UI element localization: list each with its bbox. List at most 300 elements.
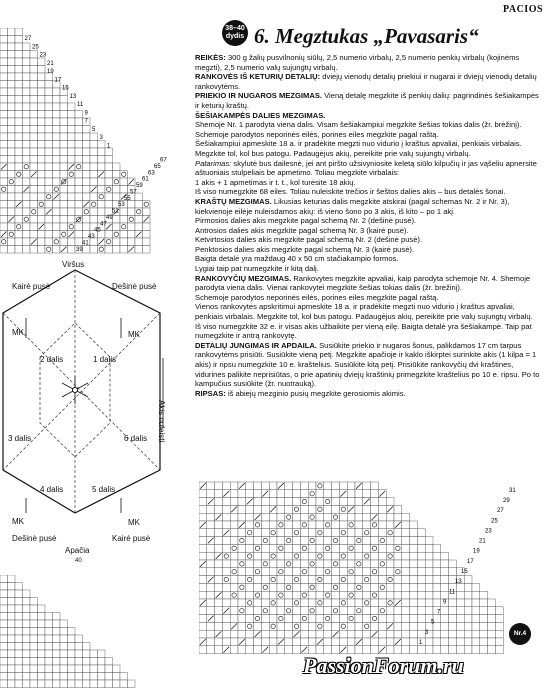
grid-cell (15, 613, 23, 621)
grid-cell (347, 482, 355, 490)
grid-cell (222, 560, 230, 568)
grid-cell (394, 622, 402, 630)
grid-cell (308, 490, 316, 498)
grid-cell (449, 638, 457, 646)
grid-cell (15, 680, 23, 688)
grid-cell (222, 544, 230, 552)
grid-cell (23, 680, 31, 688)
grid-cell (38, 665, 46, 673)
grid-cell (355, 622, 363, 630)
grid-cell (293, 490, 301, 498)
grid-cell (300, 505, 308, 513)
grid-cell (378, 529, 386, 537)
grid-cell (293, 498, 301, 506)
grid-cell (68, 650, 76, 658)
grid-cell (45, 628, 53, 636)
grid-cell (15, 658, 23, 666)
grid-cell (363, 490, 371, 498)
row-number: 27 (24, 36, 32, 42)
grid-cell (199, 537, 207, 545)
grid-cell (98, 673, 106, 681)
grid-cell (277, 490, 285, 498)
row-number: 1 (419, 640, 423, 646)
grid-cell (488, 646, 496, 654)
grid-cell (464, 630, 472, 638)
grid-cell (371, 599, 379, 607)
grid-cell (0, 650, 8, 658)
chart-1-grid (0, 28, 150, 253)
grid-cell (261, 630, 269, 638)
grid-cell (347, 544, 355, 552)
grid-cell (417, 607, 425, 615)
grid-cell (285, 568, 293, 576)
grid-cell (30, 613, 38, 621)
grid-cell (339, 607, 347, 615)
grid-cell (347, 576, 355, 584)
grid-cell (199, 552, 207, 560)
grid-cell (8, 680, 16, 688)
grid-cell (230, 537, 238, 545)
text-paragraph (195, 341, 540, 389)
grid-cell (246, 630, 254, 638)
grid-cell (410, 599, 418, 607)
grid-cell (15, 590, 23, 598)
chart-4-badge: Nr.4 (509, 623, 531, 645)
grid-cell (308, 607, 316, 615)
grid-cell (386, 638, 394, 646)
grid-cell (371, 544, 379, 552)
schema-part-6: 6 dalis (124, 434, 148, 443)
grid-cell (339, 622, 347, 630)
grid-cell (215, 568, 223, 576)
grid-cell (38, 643, 46, 651)
text-paragraph (195, 235, 540, 245)
text-paragraph (195, 159, 540, 178)
grid-cell (347, 498, 355, 506)
grid-cell (113, 673, 121, 681)
grid-cell (425, 537, 433, 545)
grid-cell (378, 599, 386, 607)
grid-cell (199, 498, 207, 506)
grid-cell (371, 560, 379, 568)
grid-cell (30, 620, 38, 628)
grid-cell (363, 482, 371, 490)
grid-cell (238, 513, 246, 521)
grid-cell (246, 568, 254, 576)
grid-cell (113, 665, 121, 673)
grid-cell (53, 650, 61, 658)
grid-cell (308, 615, 316, 623)
grid-cell (222, 630, 230, 638)
grid-cell (488, 630, 496, 638)
grid-cell (472, 583, 480, 591)
grid-cell (293, 576, 301, 584)
grid-cell (285, 583, 293, 591)
grid-cell (246, 560, 254, 568)
grid-cell (410, 583, 418, 591)
text-paragraph (195, 111, 540, 121)
grid-cell (277, 513, 285, 521)
grid-cell (386, 615, 394, 623)
row-number: 11 (77, 102, 84, 108)
grid-cell (371, 505, 379, 513)
grid-cell (495, 615, 503, 623)
grid-cell (75, 673, 83, 681)
grid-cell (480, 599, 488, 607)
grid-cell (15, 583, 23, 591)
grid-cell (230, 568, 238, 576)
grid-cell (386, 583, 394, 591)
grid-cell (355, 505, 363, 513)
grid-cell (230, 544, 238, 552)
grid-cell (215, 537, 223, 545)
grid-cell (8, 665, 16, 673)
grid-cell (254, 521, 262, 529)
grid-cell (215, 599, 223, 607)
grid-cell (347, 521, 355, 529)
row-number: 3 (99, 135, 103, 141)
grid-cell (402, 615, 410, 623)
grid-cell (417, 599, 425, 607)
text-label: RIPSAS: (195, 388, 226, 398)
grid-cell (363, 576, 371, 584)
schema-mk3: MK (12, 517, 24, 526)
grid-cell (261, 583, 269, 591)
grid-cell (23, 598, 31, 606)
row-number: 51 (112, 208, 119, 215)
grid-cell (261, 521, 269, 529)
grid-cell (53, 628, 61, 636)
grid-cell (269, 607, 277, 615)
grid-cell (30, 628, 38, 636)
grid-cell (308, 591, 316, 599)
grid-cell (472, 607, 480, 615)
grid-cell (324, 513, 332, 521)
grid-cell (441, 583, 449, 591)
grid-cell (207, 607, 215, 615)
grid-cell (8, 643, 16, 651)
grid-cell (308, 630, 316, 638)
grid-cell (300, 615, 308, 623)
grid-cell (339, 521, 347, 529)
grid-cell (371, 490, 379, 498)
grid-cell (254, 568, 262, 576)
grid-cell (60, 628, 68, 636)
grid-cell (332, 583, 340, 591)
grid-cell (38, 605, 46, 613)
grid-cell (308, 599, 316, 607)
text-body: Ketvirtosios dalies akis megzkite pagal schemą Nr. 2 (dešinė pusė). (195, 235, 423, 245)
grid-cell (300, 576, 308, 584)
row-number: 23 (39, 52, 47, 59)
grid-cell (332, 568, 340, 576)
grid-cell (402, 529, 410, 537)
grid-cell (324, 544, 332, 552)
grid-cell (363, 638, 371, 646)
grid-cell (402, 583, 410, 591)
grid-cell (417, 552, 425, 560)
grid-cell (45, 643, 53, 651)
grid-cell (199, 615, 207, 623)
text-body: Shemoje Nr. 1 parodyta viena dalis. Visam šešiakampiui megzkite šešias tokias dalis (žr. brėžinį). (195, 120, 522, 130)
grid-cell (316, 560, 324, 568)
grid-cell (0, 590, 8, 598)
grid-cell (378, 498, 386, 506)
grid-cell (441, 615, 449, 623)
grid-cell (68, 673, 76, 681)
grid-cell (285, 537, 293, 545)
grid-cell (300, 498, 308, 506)
grid-cell (254, 560, 262, 568)
grid-cell (246, 513, 254, 521)
grid-cell (386, 607, 394, 615)
grid-cell (472, 622, 480, 630)
grid-cell (238, 529, 246, 537)
grid-cell (75, 643, 83, 651)
text-paragraph (195, 322, 540, 341)
grid-cell (261, 607, 269, 615)
grid-cell (316, 622, 324, 630)
grid-cell (277, 505, 285, 513)
grid-cell (339, 552, 347, 560)
grid-cell (363, 521, 371, 529)
grid-cell (316, 615, 324, 623)
grid-cell (293, 591, 301, 599)
grid-cell (38, 613, 46, 621)
grid-cell (363, 537, 371, 545)
grid-cell (355, 513, 363, 521)
grid-cell (23, 635, 31, 643)
grid-cell (38, 658, 46, 666)
row-number: 31 (509, 487, 516, 494)
grid-cell (495, 607, 503, 615)
schema-mk4: MK (128, 518, 140, 527)
grid-cell (378, 560, 386, 568)
grid-cell (277, 630, 285, 638)
grid-cell (324, 583, 332, 591)
grid-cell (371, 607, 379, 615)
text-paragraph (195, 130, 540, 140)
grid-cell (222, 537, 230, 545)
grid-cell (402, 622, 410, 630)
grid-cell (254, 498, 262, 506)
grid-cell (355, 630, 363, 638)
text-paragraph (195, 226, 540, 236)
grid-cell (472, 591, 480, 599)
grid-cell (300, 568, 308, 576)
grid-cell (207, 544, 215, 552)
row-number: 9 (443, 599, 447, 606)
grid-cell (222, 622, 230, 630)
grid-cell (316, 490, 324, 498)
grid-cell (207, 599, 215, 607)
grid-cell (332, 490, 340, 498)
grid-cell (68, 635, 76, 643)
grid-cell (98, 665, 106, 673)
grid-cell (285, 607, 293, 615)
grid-cell (15, 628, 23, 636)
grid-cell (433, 544, 441, 552)
grid-cell (23, 650, 31, 658)
grid-cell (378, 537, 386, 545)
grid-cell (215, 505, 223, 513)
row-number: 3 (425, 629, 429, 636)
grid-cell (199, 607, 207, 615)
grid-cell (30, 605, 38, 613)
grid-cell (277, 591, 285, 599)
text-label: ŠEŠIAKAMPĖS DALIES MEZGIMAS. (195, 110, 326, 120)
grid-cell (378, 568, 386, 576)
grid-cell (53, 673, 61, 681)
grid-cell (293, 568, 301, 576)
grid-cell (386, 521, 394, 529)
row-number: 17 (54, 77, 62, 84)
grid-cell (277, 568, 285, 576)
instructions-text (195, 53, 540, 398)
grid-cell (410, 544, 418, 552)
grid-cell (238, 552, 246, 560)
grid-cell (246, 529, 254, 537)
grid-cell (0, 665, 8, 673)
grid-cell (410, 521, 418, 529)
grid-cell (425, 599, 433, 607)
grid-cell (207, 560, 215, 568)
grid-cell (378, 591, 386, 599)
grid-cell (316, 630, 324, 638)
grid-cell (332, 537, 340, 545)
size-badge: 38–40 dydis (222, 20, 248, 46)
grid-cell (254, 646, 262, 654)
grid-cell (371, 615, 379, 623)
grid-cell (30, 650, 38, 658)
grid-cell (75, 635, 83, 643)
grid-cell (417, 576, 425, 584)
grid-cell (371, 552, 379, 560)
grid-cell (433, 591, 441, 599)
grid-cell (347, 552, 355, 560)
grid-cell (378, 576, 386, 584)
grid-cell (45, 635, 53, 643)
grid-cell (449, 607, 457, 615)
grid-cell (355, 560, 363, 568)
row-number: 59 (136, 183, 143, 189)
grid-cell (199, 646, 207, 654)
grid-cell (332, 529, 340, 537)
grid-cell (23, 590, 31, 598)
row-number: 9 (84, 110, 88, 117)
brand-logo: PACIOS (503, 4, 544, 15)
grid-cell (277, 646, 285, 654)
text-body: Šešiakampiui apmeskite 18 a. ir pradėkite megzti nuo vidurio į kraštus apvaliai, penkiais virbalais. Megzkite tol, kol bus patogu. Padaugėjus akių, pereikite prie valų sujungtų virbalų. (195, 139, 522, 158)
grid-cell (332, 513, 340, 521)
grid-cell (402, 576, 410, 584)
grid-cell (332, 544, 340, 552)
grid-cell (394, 576, 402, 584)
grid-cell (355, 490, 363, 498)
grid-cell (199, 513, 207, 521)
grid-cell (464, 646, 472, 654)
grid-cell (293, 552, 301, 560)
grid-cell (394, 615, 402, 623)
grid-cell (285, 498, 293, 506)
grid-cell (285, 638, 293, 646)
grid-cell (308, 521, 316, 529)
row-number: 63 (148, 170, 155, 177)
text-paragraph (195, 120, 540, 130)
grid-cell (238, 615, 246, 623)
grid-cell (308, 513, 316, 521)
grid-cell (215, 482, 223, 490)
text-body: iš abiejų mezginio pusių megzkite gerosiomis akimis. (227, 388, 406, 398)
grid-cell (23, 628, 31, 636)
grid-cell (339, 583, 347, 591)
grid-cell (386, 560, 394, 568)
grid-cell (441, 591, 449, 599)
grid-cell (316, 537, 324, 545)
grid-cell (68, 658, 76, 666)
text-paragraph (195, 178, 540, 188)
row-number: 13 (69, 93, 77, 100)
grid-cell (246, 482, 254, 490)
grid-cell (246, 646, 254, 654)
grid-cell (238, 560, 246, 568)
grid-cell (433, 638, 441, 646)
schema-left-front-label: Kairė pusė (12, 282, 51, 291)
grid-cell (394, 505, 402, 513)
grid-cell (246, 599, 254, 607)
grid-cell (441, 560, 449, 568)
grid-cell (230, 583, 238, 591)
grid-cell (38, 680, 46, 688)
grid-cell (269, 552, 277, 560)
grid-cell (332, 638, 340, 646)
grid-cell (45, 673, 53, 681)
text-label: REIKĖS: (195, 53, 226, 62)
grid-cell (371, 482, 379, 490)
text-body: skylutė bus dailesnė, jei ant piršto užsivyniosite keletą siūlo kilpučių ir jas vąšeliu apnersite aštuoniais stulpeliais be apmetimo. Toliau megzkite virbalais: (195, 158, 537, 178)
text-paragraph (195, 274, 540, 293)
grid-cell (495, 646, 503, 654)
grid-cell (324, 568, 332, 576)
chart-4 (199, 480, 524, 655)
grid-cell (238, 630, 246, 638)
grid-cell (316, 544, 324, 552)
grid-cell (363, 513, 371, 521)
grid-cell (293, 607, 301, 615)
text-body: Vienos rankovytės apskritimui apmeskite 18 a. ir pradėkite megzti nuo vidurio į kraštus apvaliai, penkiais virbalais. Megzkite tol, kol bus patogu. Padaugėjus akių, pereikite prie valų sujungtų virbalų. (195, 302, 533, 322)
text-paragraph (195, 216, 540, 226)
text-body: Iš viso numegzkite 68 eiles. Toliau nuleiskite trečios ir šeštos dalies akis – bus detalės šonai. (195, 187, 506, 197)
grid-cell (293, 599, 301, 607)
grid-cell (417, 544, 425, 552)
grid-cell (222, 552, 230, 560)
grid-cell (378, 513, 386, 521)
grid-cell (120, 673, 128, 681)
grid-cell (472, 646, 480, 654)
grid-cell (480, 646, 488, 654)
grid-cell (269, 615, 277, 623)
grid-cell (207, 646, 215, 654)
grid-cell (207, 521, 215, 529)
grid-cell (105, 680, 113, 688)
grid-cell (480, 607, 488, 615)
grid-cell (449, 622, 457, 630)
grid-cell (45, 665, 53, 673)
grid-cell (355, 544, 363, 552)
grid-cell (53, 613, 61, 621)
grid-cell (105, 665, 113, 673)
grid-cell (53, 643, 61, 651)
